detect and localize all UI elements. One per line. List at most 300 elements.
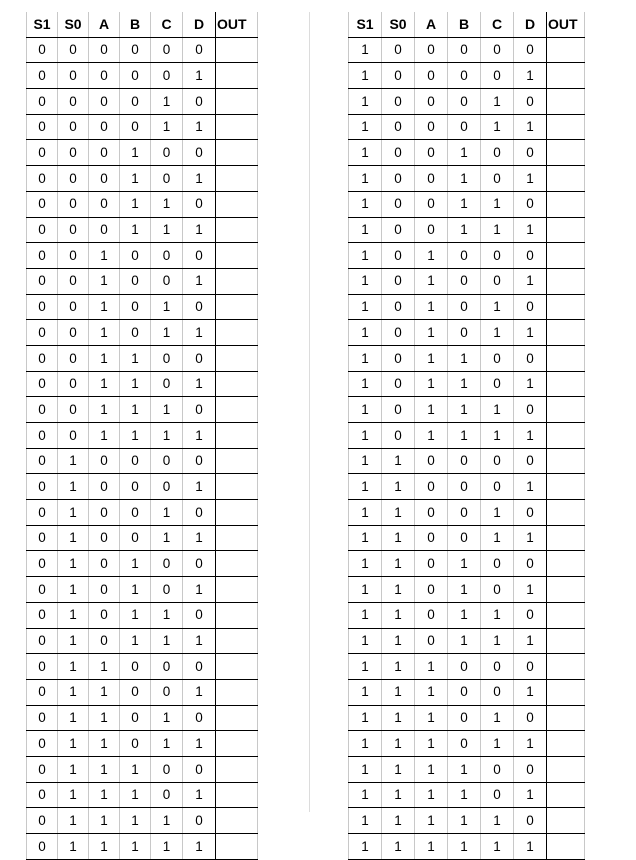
table-row: [27, 500, 258, 526]
table-cell: 0: [27, 525, 58, 551]
table-row: [27, 731, 258, 757]
table-cell: 1: [183, 474, 216, 500]
table-cell: 0: [27, 448, 58, 474]
right-header-cell: S1: [349, 12, 382, 37]
table-cell: 1: [58, 731, 89, 757]
table-cell: 0: [27, 756, 58, 782]
right-header-cell: D: [514, 12, 547, 37]
out-cell[interactable]: [216, 577, 258, 603]
out-cell[interactable]: [547, 474, 585, 500]
table-cell: 0: [481, 166, 514, 192]
out-cell[interactable]: [547, 371, 585, 397]
table-row: [27, 808, 258, 834]
table-row: [349, 114, 585, 140]
table-cell: 0: [151, 551, 183, 577]
table-cell: 0: [27, 423, 58, 449]
table-cell: 1: [382, 551, 415, 577]
table-cell: 1: [89, 268, 120, 294]
table-cell: 1: [89, 243, 120, 269]
out-cell[interactable]: [216, 320, 258, 346]
table-cell: 0: [183, 243, 216, 269]
table-row: [349, 577, 585, 603]
table-cell: 0: [481, 679, 514, 705]
table-cell: 1: [183, 371, 216, 397]
table-cell: 1: [415, 834, 448, 860]
out-cell[interactable]: [216, 423, 258, 449]
table-cell: 0: [448, 654, 481, 680]
out-cell[interactable]: [547, 166, 585, 192]
table-cell: 0: [183, 294, 216, 320]
table-cell: 0: [27, 63, 58, 89]
left-header-row: [27, 12, 258, 37]
table-row: [27, 551, 258, 577]
table-cell: 1: [183, 217, 216, 243]
table-cell: 0: [58, 191, 89, 217]
table-cell: 1: [415, 654, 448, 680]
table-cell: 1: [514, 423, 547, 449]
table-cell: 0: [27, 268, 58, 294]
table-cell: 1: [349, 731, 382, 757]
table-cell: 0: [448, 448, 481, 474]
table-cell: 1: [415, 705, 448, 731]
table-cell: 1: [58, 628, 89, 654]
table-cell: 1: [514, 63, 547, 89]
table-cell: 0: [89, 448, 120, 474]
out-cell[interactable]: [547, 628, 585, 654]
table-cell: 0: [120, 474, 151, 500]
table-cell: 1: [514, 474, 547, 500]
table-cell: 0: [58, 217, 89, 243]
out-cell[interactable]: [216, 114, 258, 140]
table-cell: 0: [151, 268, 183, 294]
out-cell[interactable]: [547, 89, 585, 115]
right-header-cell: OUT: [547, 12, 585, 37]
out-cell[interactable]: [216, 63, 258, 89]
out-cell[interactable]: [547, 705, 585, 731]
table-cell: 1: [58, 679, 89, 705]
table-row: [27, 448, 258, 474]
table-row: [27, 345, 258, 371]
out-cell[interactable]: [547, 551, 585, 577]
table-cell: 1: [120, 602, 151, 628]
table-row: [349, 320, 585, 346]
table-cell: 0: [448, 500, 481, 526]
table-cell: 1: [349, 525, 382, 551]
table-cell: 0: [415, 474, 448, 500]
table-cell: 0: [58, 268, 89, 294]
table-cell: 0: [120, 654, 151, 680]
table-cell: 0: [382, 114, 415, 140]
table-cell: 0: [27, 89, 58, 115]
table-cell: 1: [349, 89, 382, 115]
table-cell: 0: [183, 345, 216, 371]
table-cell: 1: [183, 525, 216, 551]
table-cell: 1: [382, 474, 415, 500]
table-cell: 1: [151, 834, 183, 860]
table-cell: 0: [183, 602, 216, 628]
table-cell: 0: [58, 140, 89, 166]
table-cell: 0: [58, 63, 89, 89]
table-cell: 0: [89, 114, 120, 140]
table-cell: 0: [382, 268, 415, 294]
out-cell[interactable]: [216, 89, 258, 115]
table-cell: 1: [58, 654, 89, 680]
table-cell: 1: [183, 166, 216, 192]
out-cell[interactable]: [547, 448, 585, 474]
table-cell: 1: [120, 166, 151, 192]
table-cell: 0: [58, 37, 89, 63]
table-cell: 1: [349, 577, 382, 603]
table-cell: 1: [448, 397, 481, 423]
out-cell[interactable]: [216, 166, 258, 192]
out-cell[interactable]: [547, 243, 585, 269]
table-cell: 1: [349, 191, 382, 217]
table-cell: 1: [183, 834, 216, 860]
table-cell: 0: [89, 63, 120, 89]
table-cell: 0: [382, 63, 415, 89]
out-cell[interactable]: [547, 320, 585, 346]
table-cell: 1: [58, 551, 89, 577]
table-row: [349, 756, 585, 782]
table-cell: 1: [120, 834, 151, 860]
out-cell[interactable]: [547, 731, 585, 757]
table-cell: 0: [27, 243, 58, 269]
table-cell: 0: [514, 756, 547, 782]
table-row: [27, 628, 258, 654]
out-cell[interactable]: [216, 756, 258, 782]
table-cell: 1: [514, 525, 547, 551]
table-cell: 0: [89, 500, 120, 526]
table-cell: 1: [58, 500, 89, 526]
table-cell: 0: [183, 191, 216, 217]
table-cell: 0: [27, 371, 58, 397]
table-cell: 1: [448, 628, 481, 654]
table-cell: 1: [58, 525, 89, 551]
table-cell: 1: [448, 808, 481, 834]
table-cell: 1: [120, 140, 151, 166]
table-cell: 1: [120, 577, 151, 603]
out-cell[interactable]: [216, 474, 258, 500]
table-cell: 1: [349, 602, 382, 628]
table-row: [349, 679, 585, 705]
table-cell: 0: [183, 551, 216, 577]
table-cell: 1: [481, 500, 514, 526]
table-cell: 0: [448, 268, 481, 294]
table-cell: 0: [89, 577, 120, 603]
table-row: [27, 474, 258, 500]
out-cell[interactable]: [547, 654, 585, 680]
truth-table-right: [348, 12, 585, 860]
table-cell: 0: [481, 551, 514, 577]
table-cell: 1: [514, 577, 547, 603]
table-cell: 1: [151, 705, 183, 731]
table-cell: 0: [58, 294, 89, 320]
table-cell: 0: [120, 525, 151, 551]
table-cell: 0: [27, 782, 58, 808]
table-cell: 0: [481, 140, 514, 166]
right-header-cell: S0: [382, 12, 415, 37]
table-cell: 0: [514, 448, 547, 474]
truth-table-left-body: [27, 12, 258, 859]
table-cell: 0: [58, 243, 89, 269]
out-cell[interactable]: [547, 63, 585, 89]
table-cell: 1: [481, 808, 514, 834]
table-cell: 0: [151, 679, 183, 705]
table-cell: 1: [481, 834, 514, 860]
table-cell: 1: [183, 628, 216, 654]
out-cell[interactable]: [547, 114, 585, 140]
table-row: [27, 834, 258, 860]
table-cell: 1: [151, 423, 183, 449]
table-cell: 1: [415, 731, 448, 757]
table-cell: 0: [415, 448, 448, 474]
table-cell: 0: [89, 628, 120, 654]
table-cell: 1: [120, 551, 151, 577]
table-row: [349, 397, 585, 423]
out-cell[interactable]: [547, 834, 585, 860]
table-cell: 1: [514, 679, 547, 705]
table-cell: 1: [382, 448, 415, 474]
table-cell: 1: [183, 268, 216, 294]
table-cell: 0: [183, 705, 216, 731]
out-cell[interactable]: [216, 268, 258, 294]
out-cell[interactable]: [547, 679, 585, 705]
table-cell: 1: [382, 628, 415, 654]
out-cell[interactable]: [216, 834, 258, 860]
out-cell[interactable]: [547, 345, 585, 371]
table-cell: 1: [382, 602, 415, 628]
table-cell: 1: [448, 140, 481, 166]
table-cell: 0: [514, 654, 547, 680]
out-cell[interactable]: [216, 782, 258, 808]
table-cell: 1: [183, 63, 216, 89]
table-cell: 1: [415, 782, 448, 808]
table-cell: 1: [514, 268, 547, 294]
table-cell: 1: [120, 782, 151, 808]
table-cell: 0: [183, 808, 216, 834]
table-cell: 0: [58, 345, 89, 371]
table-row: [27, 320, 258, 346]
table-cell: 1: [89, 808, 120, 834]
right-header-cell: C: [481, 12, 514, 37]
table-cell: 1: [151, 89, 183, 115]
table-cell: 1: [481, 397, 514, 423]
table-cell: 1: [151, 397, 183, 423]
table-cell: 0: [27, 320, 58, 346]
out-cell[interactable]: [216, 371, 258, 397]
table-cell: 0: [481, 63, 514, 89]
out-cell[interactable]: [216, 602, 258, 628]
table-cell: 1: [448, 551, 481, 577]
left-header-cell: S1: [27, 12, 58, 37]
table-cell: 0: [514, 397, 547, 423]
table-cell: 0: [183, 448, 216, 474]
table-cell: 0: [27, 294, 58, 320]
table-cell: 1: [151, 525, 183, 551]
table-cell: 0: [27, 731, 58, 757]
out-cell[interactable]: [547, 500, 585, 526]
table-row: [349, 63, 585, 89]
table-cell: 1: [349, 782, 382, 808]
table-cell: 1: [120, 191, 151, 217]
table-cell: 1: [415, 756, 448, 782]
table-row: [27, 705, 258, 731]
table-cell: 1: [415, 345, 448, 371]
table-cell: 1: [382, 500, 415, 526]
out-cell[interactable]: [216, 37, 258, 63]
table-cell: 0: [89, 89, 120, 115]
table-row: [349, 705, 585, 731]
table-cell: 0: [382, 294, 415, 320]
table-row: [27, 397, 258, 423]
out-cell[interactable]: [547, 782, 585, 808]
table-cell: 1: [349, 551, 382, 577]
out-cell[interactable]: [216, 140, 258, 166]
table-cell: 0: [481, 782, 514, 808]
table-cell: 0: [27, 577, 58, 603]
out-cell[interactable]: [216, 808, 258, 834]
table-cell: 0: [151, 371, 183, 397]
table-cell: 1: [448, 217, 481, 243]
table-cell: 0: [382, 89, 415, 115]
table-cell: 0: [120, 294, 151, 320]
table-cell: 0: [151, 345, 183, 371]
table-cell: 0: [151, 654, 183, 680]
out-cell[interactable]: [547, 423, 585, 449]
table-cell: 1: [89, 397, 120, 423]
table-row: [27, 294, 258, 320]
table-cell: 1: [514, 731, 547, 757]
table-row: [27, 782, 258, 808]
table-row: [349, 731, 585, 757]
table-cell: 0: [415, 500, 448, 526]
out-cell[interactable]: [547, 268, 585, 294]
table-cell: 1: [514, 320, 547, 346]
table-cell: 0: [120, 731, 151, 757]
table-cell: 0: [89, 551, 120, 577]
out-cell[interactable]: [547, 191, 585, 217]
out-cell[interactable]: [216, 679, 258, 705]
out-cell[interactable]: [547, 37, 585, 63]
out-cell[interactable]: [216, 243, 258, 269]
out-cell[interactable]: [216, 500, 258, 526]
table-row: [349, 345, 585, 371]
table-row: [349, 423, 585, 449]
table-cell: 0: [481, 268, 514, 294]
table-cell: 1: [481, 217, 514, 243]
table-cell: 1: [120, 217, 151, 243]
table-cell: 1: [448, 577, 481, 603]
out-cell[interactable]: [216, 654, 258, 680]
table-cell: 0: [415, 89, 448, 115]
out-cell[interactable]: [216, 551, 258, 577]
table-cell: 0: [382, 371, 415, 397]
out-cell[interactable]: [216, 217, 258, 243]
table-cell: 0: [151, 37, 183, 63]
out-cell[interactable]: [216, 294, 258, 320]
table-row: [349, 628, 585, 654]
table-cell: 0: [514, 89, 547, 115]
out-cell[interactable]: [547, 140, 585, 166]
table-cell: 1: [382, 705, 415, 731]
table-cell: 0: [27, 551, 58, 577]
table-cell: 0: [415, 602, 448, 628]
table-cell: 1: [481, 525, 514, 551]
out-cell[interactable]: [216, 705, 258, 731]
out-cell[interactable]: [216, 345, 258, 371]
out-cell[interactable]: [216, 448, 258, 474]
table-cell: 0: [382, 37, 415, 63]
out-cell[interactable]: [216, 628, 258, 654]
out-cell[interactable]: [547, 577, 585, 603]
out-cell[interactable]: [547, 602, 585, 628]
out-cell[interactable]: [547, 217, 585, 243]
table-cell: 0: [120, 500, 151, 526]
out-cell[interactable]: [216, 397, 258, 423]
table-cell: 1: [151, 114, 183, 140]
table-cell: 1: [151, 628, 183, 654]
table-cell: 0: [151, 140, 183, 166]
table-cell: 0: [183, 140, 216, 166]
table-cell: 1: [151, 294, 183, 320]
table-row: [349, 654, 585, 680]
table-cell: 1: [349, 423, 382, 449]
table-row: [27, 166, 258, 192]
table-row: [27, 243, 258, 269]
out-cell[interactable]: [547, 525, 585, 551]
table-cell: 0: [58, 114, 89, 140]
out-cell[interactable]: [216, 525, 258, 551]
table-cell: 1: [58, 577, 89, 603]
table-cell: 0: [120, 448, 151, 474]
table-cell: 1: [89, 320, 120, 346]
out-cell[interactable]: [216, 191, 258, 217]
truth-table-right-body: [349, 12, 585, 859]
table-cell: 1: [382, 654, 415, 680]
out-cell[interactable]: [216, 731, 258, 757]
table-cell: 1: [514, 217, 547, 243]
table-row: [349, 602, 585, 628]
table-cell: 0: [514, 140, 547, 166]
table-cell: 1: [382, 756, 415, 782]
table-cell: 1: [481, 602, 514, 628]
table-cell: 1: [481, 423, 514, 449]
table-cell: 1: [89, 654, 120, 680]
table-cell: 0: [382, 320, 415, 346]
table-cell: 1: [481, 731, 514, 757]
table-cell: 0: [415, 140, 448, 166]
out-cell[interactable]: [547, 294, 585, 320]
out-cell[interactable]: [547, 397, 585, 423]
table-cell: 0: [514, 500, 547, 526]
table-cell: 0: [382, 191, 415, 217]
table-cell: 1: [120, 756, 151, 782]
out-cell[interactable]: [547, 808, 585, 834]
table-cell: 1: [89, 834, 120, 860]
table-cell: 0: [481, 654, 514, 680]
table-cell: 1: [514, 371, 547, 397]
table-cell: 1: [349, 294, 382, 320]
table-cell: 0: [27, 654, 58, 680]
table-cell: 1: [349, 448, 382, 474]
table-cell: 1: [415, 371, 448, 397]
table-cell: 0: [120, 705, 151, 731]
out-cell[interactable]: [547, 756, 585, 782]
table-cell: 1: [349, 679, 382, 705]
left-header-cell: D: [183, 12, 216, 37]
table-cell: 1: [120, 371, 151, 397]
table-cell: 1: [481, 89, 514, 115]
